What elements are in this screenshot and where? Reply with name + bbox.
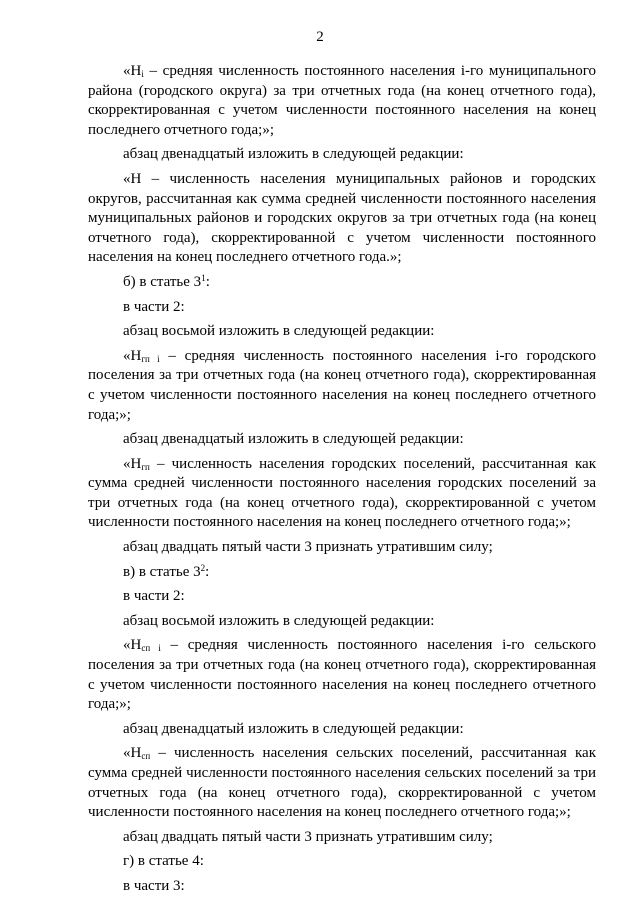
paragraph-definition-h: «Н – численность населения муниципальных районов и городских округов, рассчитанная как сумма средней численности постоянного населения муниципальных районов и городских округов за три отчетных года (на конец отчетного года), скорректированной с учетом численности постоянного населения на конец последнего отчетного года.»; — [88, 170, 596, 266]
paragraph-instruction: абзац двенадцатый изложить в следующей редакции: — [123, 720, 464, 737]
paragraph-item-v: в) в статье $3^2$: — [123, 562, 210, 580]
paragraph-instruction: абзац двадцать пятый части 3 признать утратившим силу; — [123, 828, 493, 845]
paragraph-instruction: абзац двенадцатый изложить в следующей редакции: — [123, 431, 464, 448]
paragraph-definition-hspi: «$Н_{сп i}$ – средняя численность постоянного населения i-го сельского поселения за три отчетных года (на конец отчетного года), скорректированная с учетом численности постоянного населения на конец последнего отчетного года;»; — [88, 637, 597, 713]
paragraph-definition-hgpi: «$Н_{гп i}$ – средняя численность постоянного населения i-го городского поселения за три отчетных года (на конец отчетного года), скорректированная с учетом численности постоянного населения на конец последнего отчетного года;»; — [88, 347, 596, 423]
page-number: 2 — [316, 29, 324, 45]
document-body — [88, 62, 596, 902]
paragraph-definition-hgp: «$Н_{гп}$ – численность населения городских поселений, рассчитанная как сумма средней численности постоянного населения городских поселений за три отчетных года (на конец отчетного года), скорректированной с учетом численности постоянного населения на конец последнего отчетного года;»; — [88, 455, 596, 531]
paragraph-definition-hsp: «$Н_{сп}$ – численность населения сельских поселений, рассчитанная как сумма средней численности постоянного населения сельских поселений за три отчетных года (на конец отчетного года), скорректированной с учетом численности постоянного населения на конец последнего отчетного года;»; — [88, 745, 596, 821]
paragraph-item-g: г) в статье 4: — [123, 853, 204, 870]
paragraph-part: в части 2: — [123, 298, 185, 315]
paragraph-instruction: абзац двадцать пятый части 3 признать утратившим силу; — [123, 539, 493, 556]
paragraph-part: в части 3: — [123, 877, 185, 894]
paragraph-definition-hi: «$Н_i$ – средняя численность постоянного населения i-го муниципального района (городского округа) за три отчетных года (на конец отчетного года), скорректированная с учетом численности постоянного населения на конец последнего отчетного года;»; — [88, 63, 596, 138]
paragraph-instruction: абзац двенадцатый изложить в следующей редакции: — [123, 146, 464, 163]
paragraph-item-b: б) в статье $3^1$: — [123, 272, 210, 290]
paragraph-part: в части 2: — [123, 588, 185, 605]
paragraph-instruction: абзац восьмой изложить в следующей редакции: — [123, 612, 435, 629]
paragraph-instruction: абзац восьмой изложить в следующей редакции: — [123, 323, 435, 340]
